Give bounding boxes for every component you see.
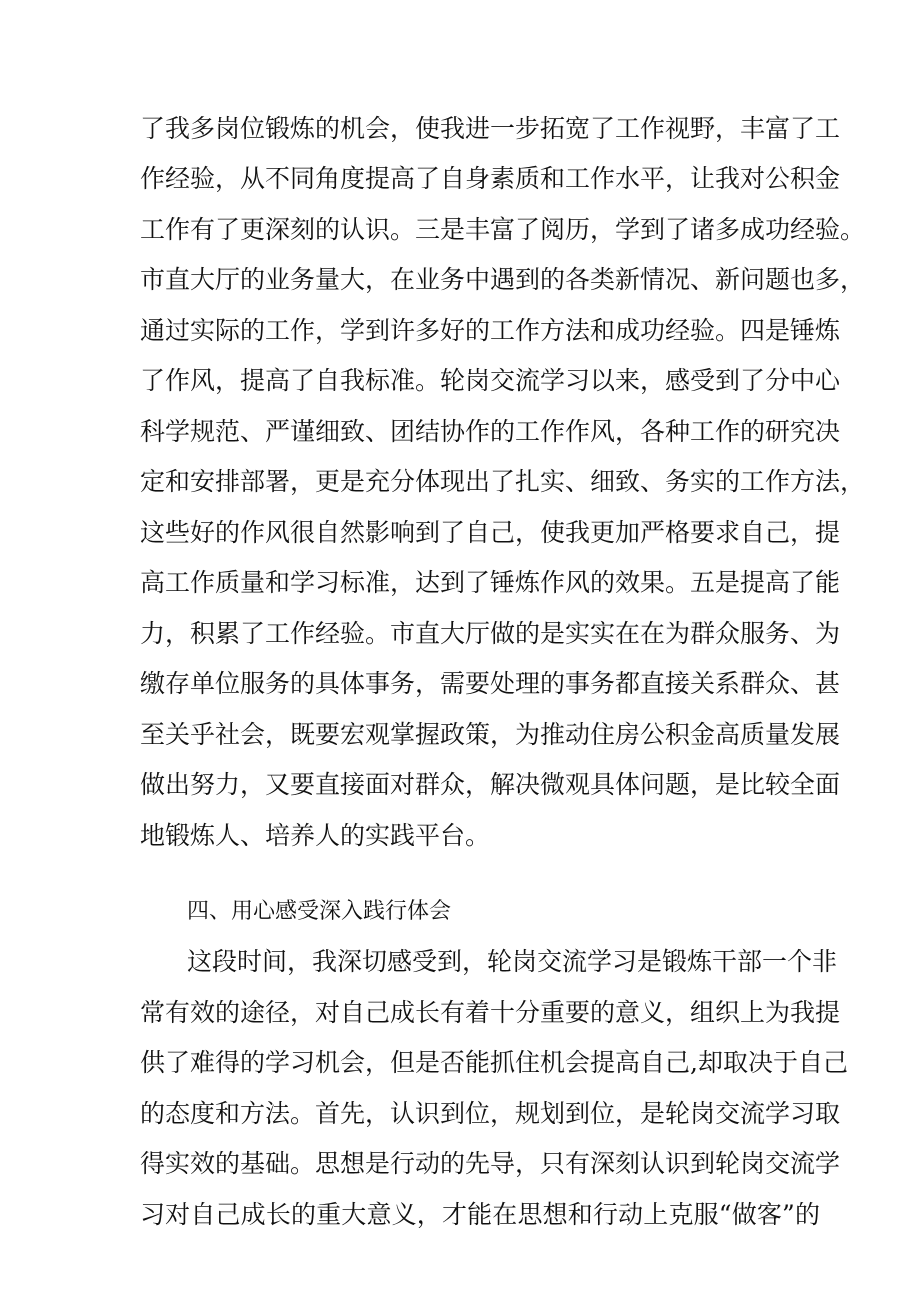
paragraph-1-line: 缴存单位服务的具体事务，需要处理的事务都直接关系群众、甚: [140, 669, 841, 698]
paragraph-2-line: 供了难得的学习机会，但是否能抓住机会提高自己,却取决于自己: [140, 1048, 848, 1077]
paragraph-1-line: 力，积累了工作经验。市直大厅做的是实实在在为群众服务、为: [140, 619, 841, 648]
paragraph-1-line: 地锻炼人、培养人的实践平台。: [140, 821, 491, 850]
section-heading: 四、用心感受深入践行体会: [187, 899, 452, 924]
paragraph-1-line: 这些好的作风很自然影响到了自己，使我更加严格要求自己，提: [140, 518, 841, 547]
paragraph-2-line: 的态度和方法。首先，认识到位，规划到位，是轮岗交流学习取: [140, 1099, 841, 1128]
paragraph-2-line: 习对自己成长的重大意义，才能在思想和行动上克服“做客”的: [140, 1200, 820, 1229]
paragraph-1-line: 工作有了更深刻的认识。三是丰富了阅历，学到了诸多成功经验。: [140, 215, 866, 244]
paragraph-1-line: 做出努力，又要直接面对群众，解决微观具体问题，是比较全面: [140, 770, 841, 799]
paragraph-1-line: 了作风，提高了自我标准。轮岗交流学习以来，感受到了分中心: [140, 366, 841, 395]
paragraph-2-line: 这段时间，我深切感受到，轮岗交流学习是锻炼干部一个非: [187, 947, 838, 976]
paragraph-1-line: 通过实际的工作，学到许多好的工作方法和成功经验。四是锤炼: [140, 316, 841, 345]
paragraph-1-line: 科学规范、严谨细致、团结协作的工作作风，各种工作的研究决: [140, 417, 841, 446]
paragraph-2-line: 得实效的基础。思想是行动的先导，只有深刻认识到轮岗交流学: [140, 1149, 841, 1178]
paragraph-2-line: 常有效的途径，对自己成长有着十分重要的意义，组织上为我提: [140, 998, 841, 1027]
paragraph-1-line: 了我多岗位锻炼的机会，使我进一步拓宽了工作视野，丰富了工: [140, 114, 841, 143]
paragraph-1-line: 市直大厅的业务量大，在业务中遇到的各类新情况、新问题也多，: [140, 265, 866, 294]
paragraph-1-line: 作经验，从不同角度提高了自身素质和工作水平，让我对公积金: [140, 164, 841, 193]
paragraph-1-line: 高工作质量和学习标准，达到了锤炼作风的效果。五是提高了能: [140, 568, 841, 597]
paragraph-1-line: 至关乎社会，既要宏观掌握政策，为推动住房公积金高质量发展: [140, 720, 841, 749]
paragraph-1-line: 定和安排部署，更是充分体现出了扎实、细致、务实的工作方法，: [140, 467, 866, 496]
